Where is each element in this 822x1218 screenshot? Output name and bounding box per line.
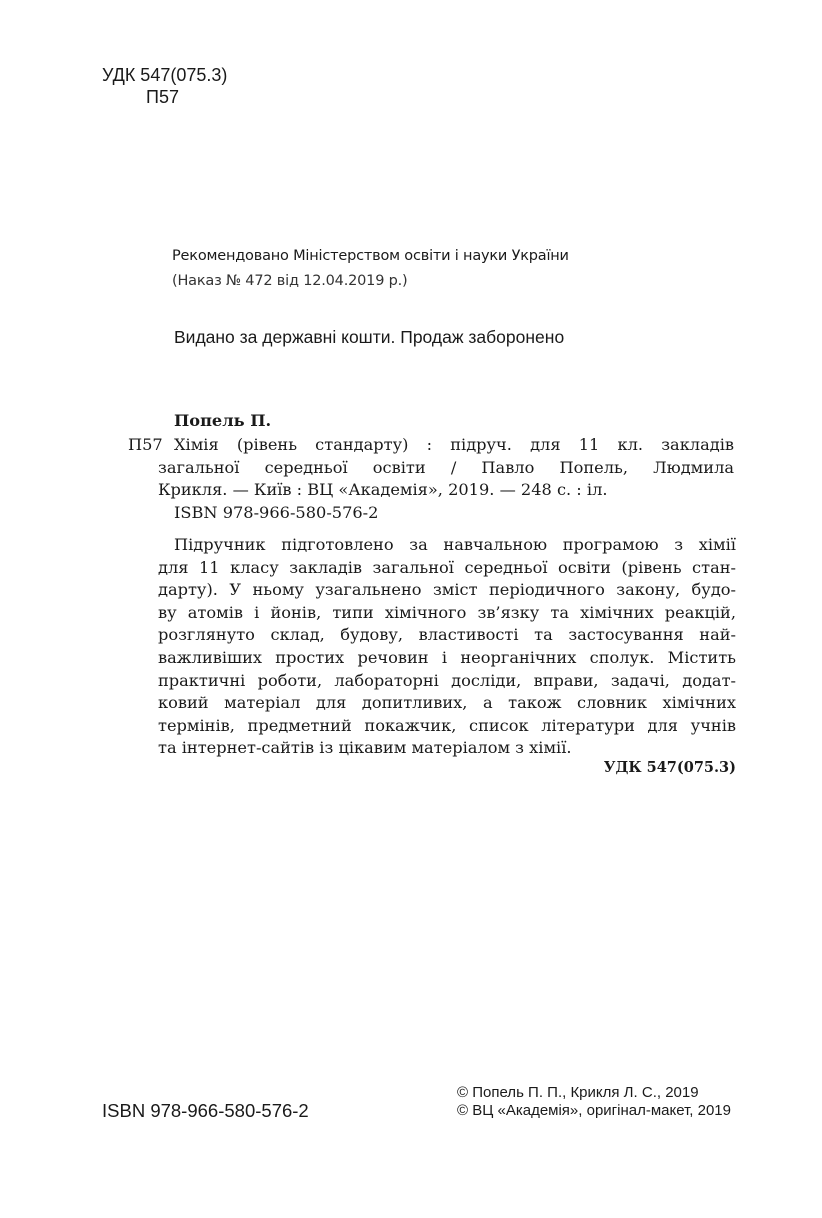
- copyright-block: [457, 1084, 731, 1120]
- shelfmark: П57: [128, 435, 163, 454]
- author-heading: Попель П.: [174, 411, 272, 430]
- footer-isbn: ISBN 978-966-580-576-2: [102, 1100, 309, 1121]
- annotation-line: практичні роботи, лабораторні досліди, вправи, задачі, додат-: [158, 670, 736, 690]
- annotation-line: дарту). У ньому узагальнено зміст періодичного закону, будо-: [158, 580, 736, 600]
- annotation-line: ву атомів і йонів, типи хімічного зв’язку та хімічних реакцій,: [158, 602, 736, 622]
- isbn-record: ISBN 978-966-580-576-2: [174, 503, 379, 522]
- ministry-order: (Наказ № 472 від 12.04.2019 р.): [172, 273, 408, 289]
- udk-classification: [102, 64, 227, 108]
- udk-code: УДК 547(075.3): [102, 65, 228, 85]
- ministry-recommendation: Рекомендовано Міністерством освіти і науки України: [172, 248, 569, 264]
- annotation-line: для 11 класу закладів загальної середньої освіти (рівень стан-: [158, 557, 736, 577]
- biblio-line: Крикля. — Київ : ВЦ «Академія», 2019. — 248 с. : іл.: [158, 480, 608, 500]
- annotation-line: та інтернет-сайтів із цікавим матеріалом з хімії.: [158, 738, 572, 758]
- annotation-line: Підручник підготовлено за навчальною програмою з хімії: [174, 535, 736, 554]
- funding-note: Видано за державні кошти. Продаж заборонено: [174, 327, 565, 347]
- author-mark: П57: [146, 87, 179, 107]
- annotation-line: ковий матеріал для допитливих, а також словник хімічних: [158, 693, 736, 713]
- biblio-line: загальної середньої освіти / Павло Попель, Людмила: [158, 457, 734, 477]
- annotation-line: розглянуто склад, будову, властивості та застосування най-: [158, 625, 736, 645]
- annotation-line: термінів, предметний покажчик, список літератури для учнів: [158, 715, 736, 735]
- biblio-line: Хімія (рівень стандарту) : підруч. для 11 кл. закладів: [174, 435, 734, 454]
- annotation-line: важливіших простих речовин і неорганічних сполук. Містить: [158, 647, 736, 667]
- copyright-authors: © Попель П. П., Крикля Л. С., 2019: [457, 1084, 699, 1101]
- bibliographic-description: [158, 434, 734, 502]
- copyright-publisher: © ВЦ «Академія», оригінал-макет, 2019: [457, 1102, 731, 1119]
- annotation: [158, 534, 736, 760]
- annotation-udk: УДК 547(075.3): [603, 759, 736, 776]
